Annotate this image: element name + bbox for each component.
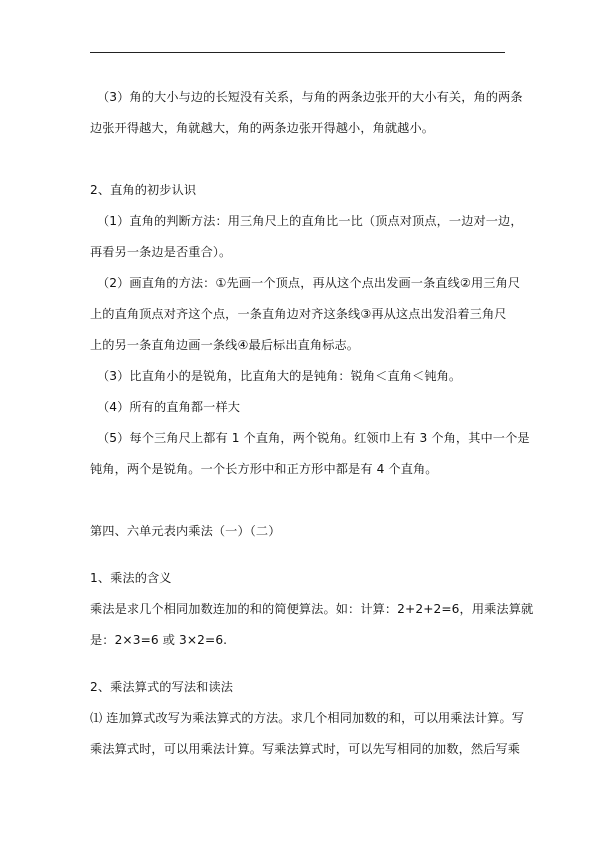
section-heading: 2、乘法算式的写法和读法 — [90, 680, 234, 694]
text-line: 再看另一条边是否重合）。 — [90, 245, 232, 259]
text-line: （1）直角的判断方法：用三角尺上的直角比一比（顶点对顶点，一边对一边， — [97, 214, 523, 228]
text-line: 乘法是求几个相同加数连加的和的简便算法。如：计算：2+2+2=6，用乘法算就 — [90, 602, 534, 616]
section-heading: 1、乘法的含义 — [90, 571, 172, 585]
text-line: （2）画直角的方法：①先画一个顶点，再从这个点出发画一条直线②用三角尺 — [97, 276, 521, 290]
text-line: 钝角，两个是锐角。一个长方形中和正方形中都是有 4 个直角。 — [90, 462, 438, 476]
text-line: （4）所有的直角都一样大 — [97, 400, 241, 414]
text-line: 乘法算式时，可以用乘法计算。写乘法算式时，可以先写相同的加数，然后写乘 — [90, 742, 521, 756]
text-line: 是：2×3=6 或 3×2=6. — [90, 633, 228, 647]
text-line: ⑴ 连加算式改写为乘法算式的方法。求几个相同加数的和，可以用乘法计算。写 — [90, 711, 525, 725]
text-line: 边张开得越大，角就越大，角的两条边张开得越小，角就越小。 — [90, 121, 435, 135]
text-line: （5）每个三角尺上都有 1 个直角，两个锐角。红领巾上有 3 个角，其中一个是 — [97, 431, 530, 445]
text-line: （3）比直角小的是锐角，比直角大的是钝角：锐角＜直角＜钝角。 — [97, 369, 462, 383]
header-rule — [90, 52, 505, 53]
chapter-heading: 第四、六单元表内乘法（一）（二） — [90, 524, 281, 538]
section-heading: 2、直角的初步认识 — [90, 183, 197, 197]
text-line: 上的直角顶点对齐这个点，一条直角边对齐这条线③再从这点出发沿着三角尺 — [90, 307, 507, 321]
text-line: （3）角的大小与边的长短没有关系，与角的两条边张开的大小有关，角的两条 — [97, 90, 523, 104]
text-line: 上的另一条直角边画一条线④最后标出直角标志。 — [90, 338, 360, 352]
